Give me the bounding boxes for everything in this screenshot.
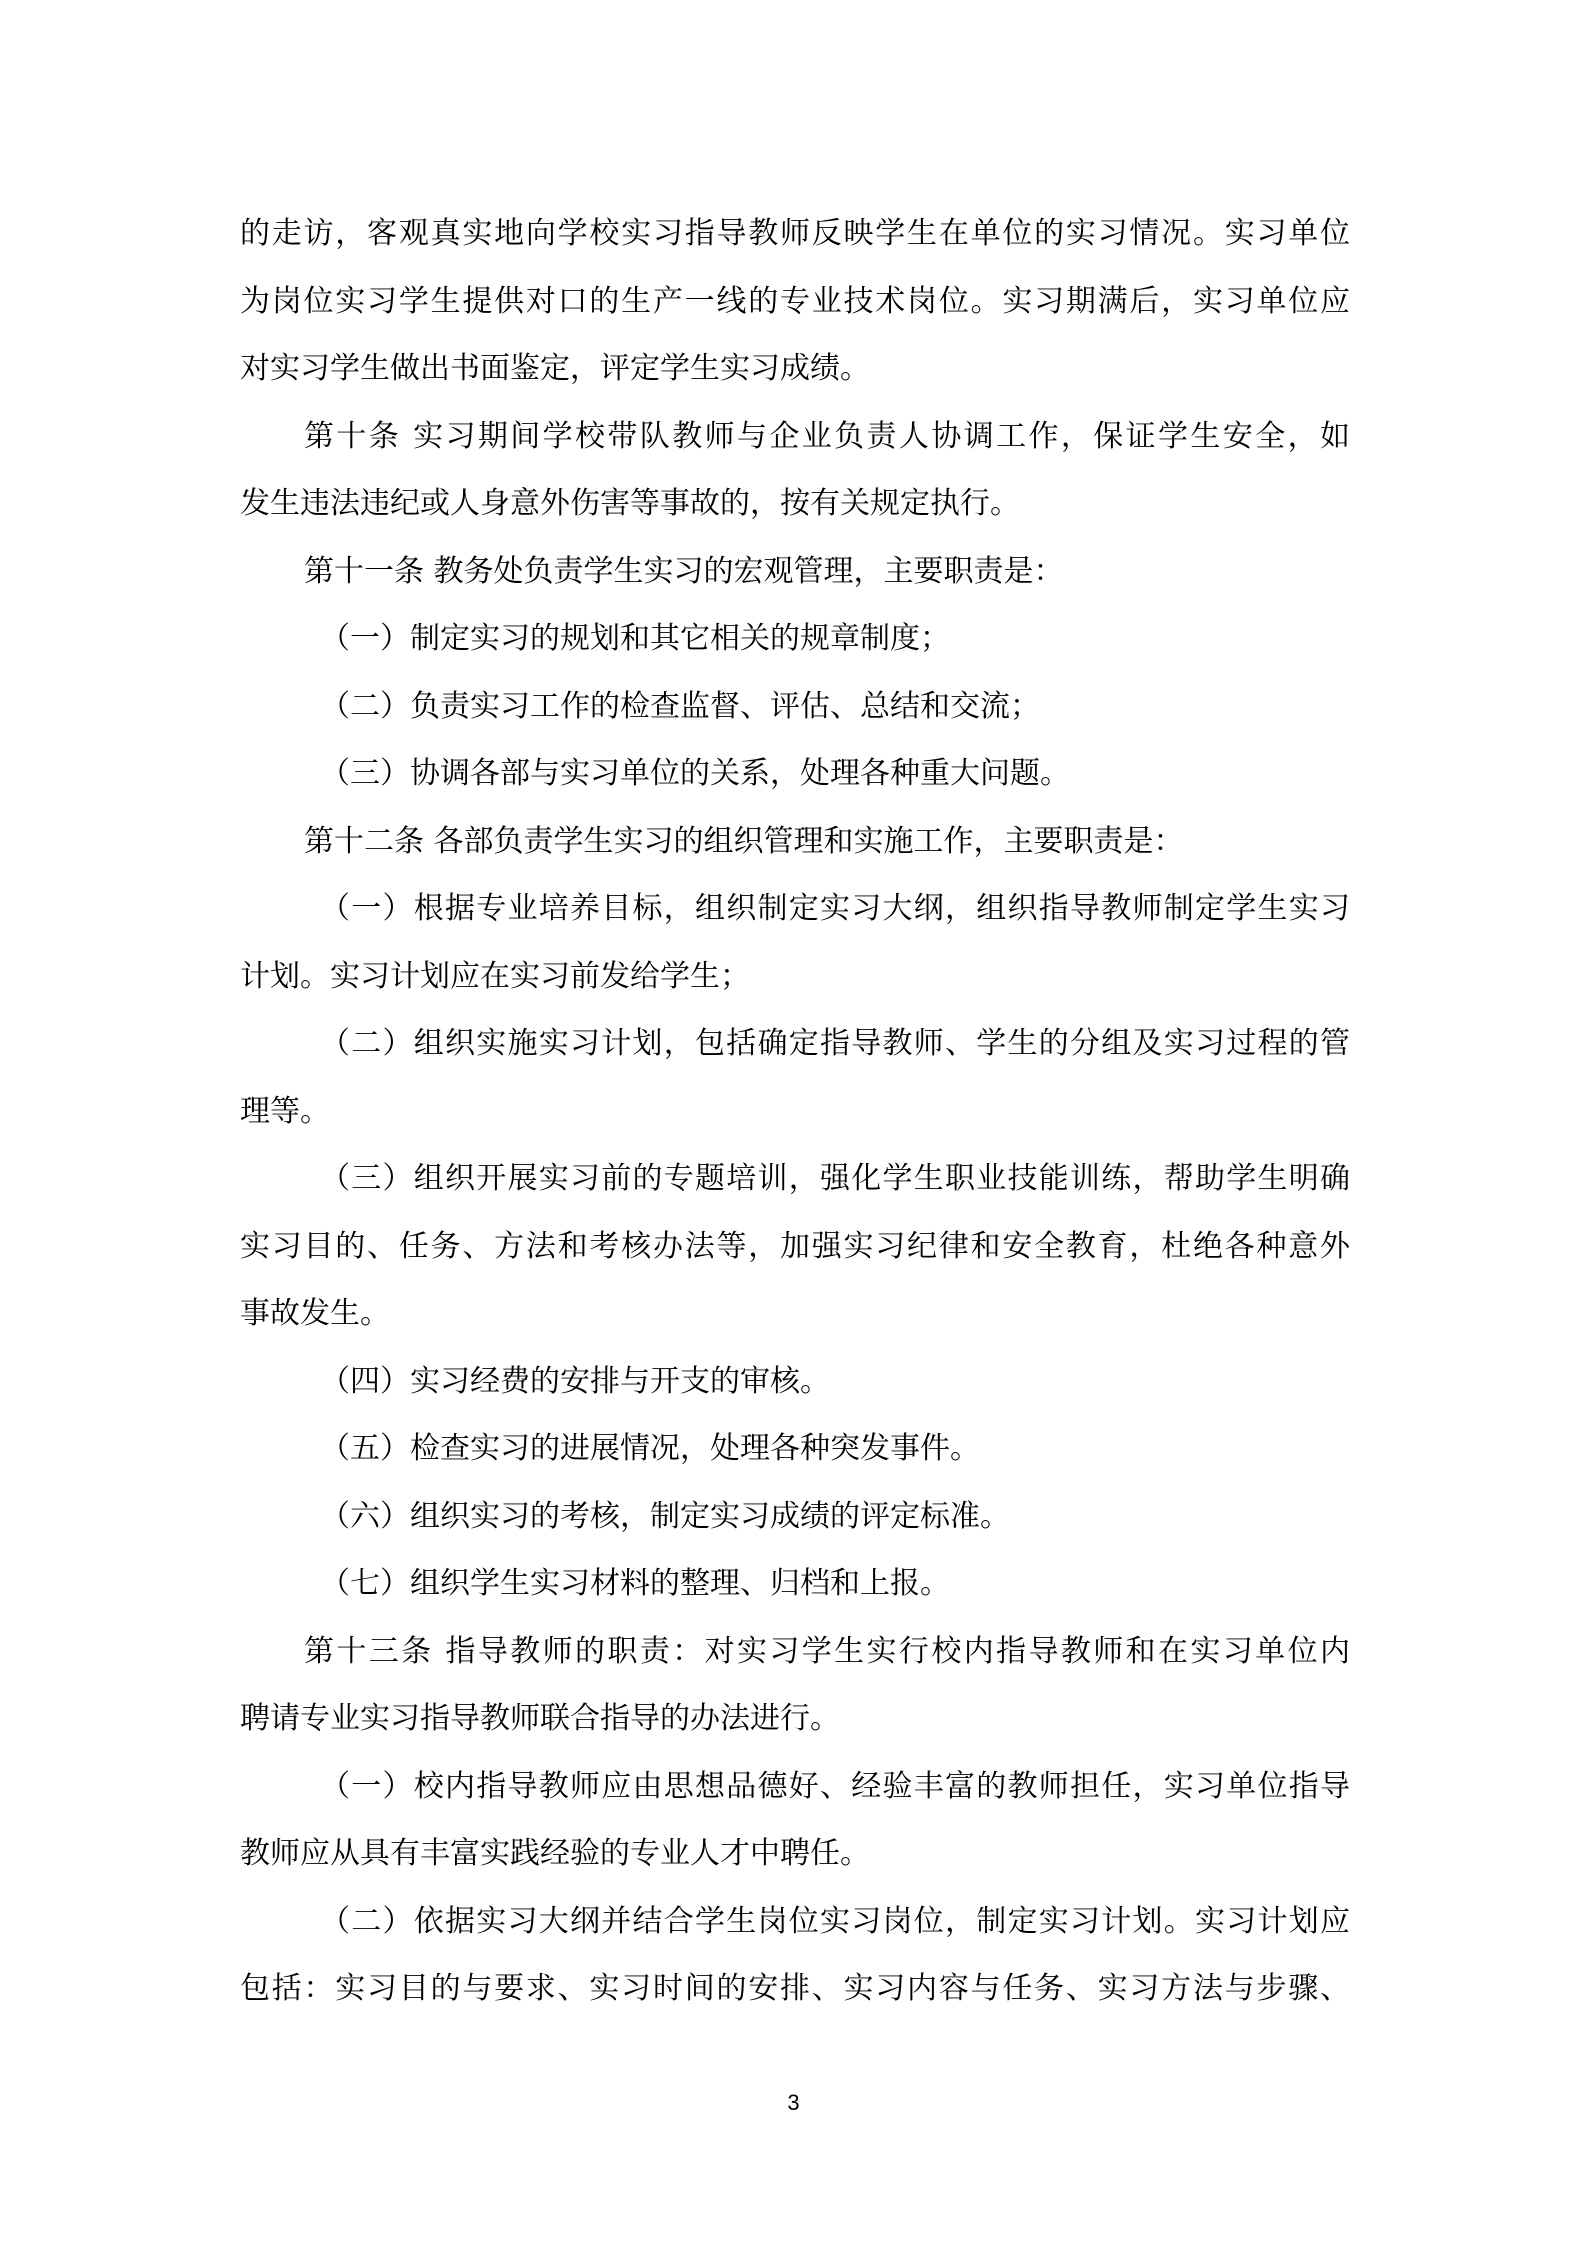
list-item: （七）组织学生实习材料的整理、归档和上报。: [320, 1566, 950, 1601]
list-item: （一）制定实习的规划和其它相关的规章制度；: [320, 621, 950, 656]
text-line: 实习目的、任务、方法和考核办法等，加强实习纪律和安全教育，杜绝各种意外: [240, 1228, 1350, 1264]
list-item: （一）校内指导教师应由思想品德好、经验丰富的教师担任，实习单位指导: [320, 1768, 1350, 1804]
text-line: 聘请专业实习指导教师联合指导的办法进行。: [240, 1701, 840, 1736]
article-13-heading: 第十三条 指导教师的职责：对实习学生实行校内指导教师和在实习单位内: [304, 1633, 1350, 1669]
list-item: （二）依据实习大纲并结合学生岗位实习岗位，制定实习计划。实习计划应: [320, 1903, 1350, 1939]
list-item: （六）组织实习的考核，制定实习成绩的评定标准。: [320, 1498, 1010, 1534]
list-item: （二）负责实习工作的检查监督、评估、总结和交流；: [320, 688, 1040, 724]
article-12-heading: 第十二条 各部负责学生实习的组织管理和实施工作，主要职责是：: [304, 823, 1184, 859]
text-line: 的走访，客观真实地向学校实习指导教师反映学生在单位的实习情况。实习单位: [240, 216, 1350, 251]
text-line: 为岗位实习学生提供对口的生产一线的专业技术岗位。实习期满后，实习单位应: [240, 283, 1350, 319]
list-item: （二）组织实施实习计划，包括确定指导教师、学生的分组及实习过程的管: [320, 1026, 1350, 1061]
list-item: （五）检查实习的进展情况，处理各种突发事件。: [320, 1431, 980, 1466]
text-line: 理等。: [240, 1093, 330, 1129]
text-line: 教师应从具有丰富实践经验的专业人才中聘任。: [240, 1836, 870, 1871]
article-11-heading: 第十一条 教务处负责学生实习的宏观管理，主要职责是：: [304, 553, 1064, 589]
text-line: 对实习学生做出书面鉴定，评定学生实习成绩。: [240, 351, 870, 386]
text-line: 包括：实习目的与要求、实习时间的安排、实习内容与任务、实习方法与步骤、: [240, 1971, 1350, 2006]
list-item: （四）实习经费的安排与开支的审核。: [320, 1363, 830, 1399]
document-body: [240, 200, 1350, 2023]
text-line: 事故发生。: [240, 1296, 390, 1331]
list-item: （一）根据专业培养目标，组织制定实习大纲，组织指导教师制定学生实习: [320, 891, 1350, 926]
text-line: 发生违法违纪或人身意外伤害等事故的，按有关规定执行。: [240, 486, 1020, 521]
article-10-heading: 第十条 实习期间学校带队教师与企业负责人协调工作，保证学生安全，如: [304, 418, 1350, 454]
list-item: （三）组织开展实习前的专题培训，强化学生职业技能训练，帮助学生明确: [320, 1161, 1350, 1196]
page-number: 3: [787, 2090, 800, 2115]
text-line: 计划。实习计划应在实习前发给学生；: [240, 958, 750, 994]
list-item: （三）协调各部与实习单位的关系，处理各种重大问题。: [320, 756, 1070, 791]
